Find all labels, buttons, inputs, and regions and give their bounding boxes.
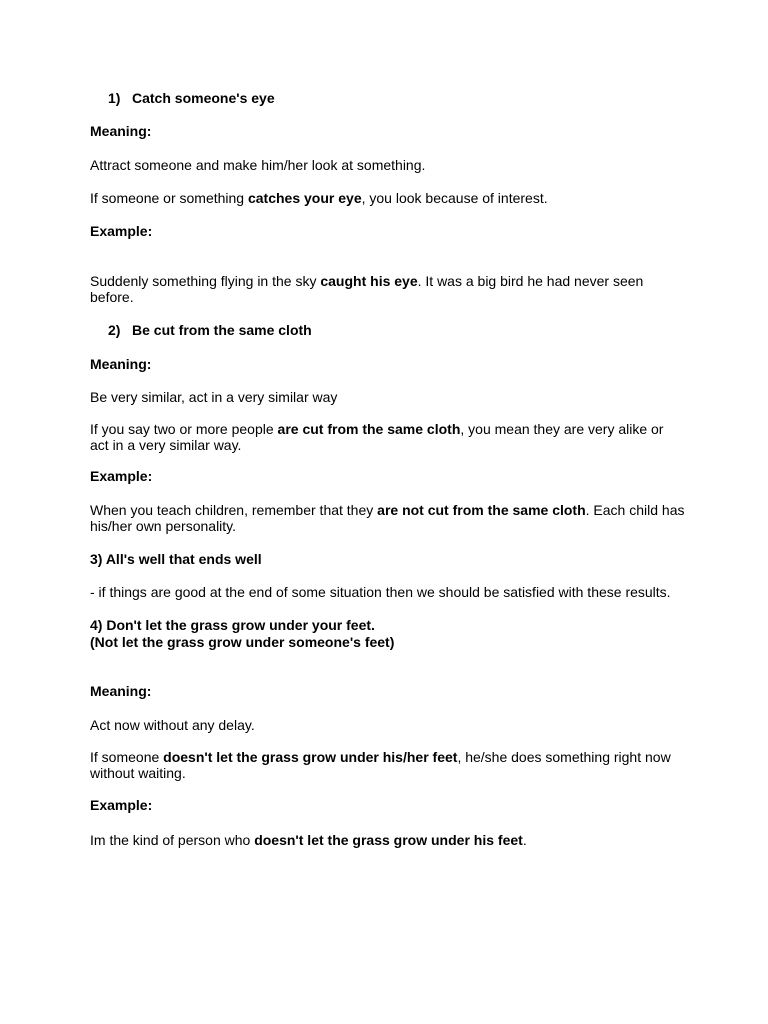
idiom-1-example-phrase: caught his eye [320, 273, 418, 289]
idiom-2-explanation-phrase: are cut from the same cloth [277, 421, 461, 437]
idiom-2-example-pre: When you teach children, remember that they [90, 502, 378, 518]
idiom-4-explanation-post: , he/she does something right now without waiting. [90, 749, 671, 781]
idiom-1-example-post: . It was a big bird he had never seen before. [90, 273, 644, 305]
idiom-2-example-label: Example: [90, 468, 153, 484]
idiom-1-explanation [90, 190, 690, 206]
idiom-4-example-post: . [522, 832, 527, 848]
idiom-1-heading [108, 90, 708, 106]
idiom-3-meaning: - if things are good at the end of some situation then we should be satisfied with these results. [90, 584, 671, 600]
idiom-1-meaning-label: Meaning: [90, 123, 152, 139]
idiom-4-meaning: Act now without any delay. [90, 717, 255, 733]
idiom-4-meaning-label: Meaning: [90, 683, 152, 699]
idiom-2-example-post: . Each child has his/her own personality. [90, 502, 685, 534]
idiom-1-example-label: Example: [90, 223, 153, 239]
idiom-2-explanation-pre: If you say two or more people [90, 421, 278, 437]
idiom-1-explanation-phrase: catches your eye [247, 190, 362, 206]
idiom-4-example [90, 832, 690, 848]
idiom-4-explanation-phrase: doesn't let the grass grow under his/her feet [163, 749, 458, 765]
idiom-2-meaning: Be very similar, act in a very similar way [90, 389, 338, 405]
idiom-1-number: 1) [108, 90, 121, 106]
idiom-2-explanation [90, 421, 670, 453]
idiom-2-title: Be cut from the same cloth [132, 322, 312, 338]
idiom-2-explanation-post: , you mean they are very alike or act in a very similar way. [90, 421, 664, 453]
idiom-4-example-phrase: doesn't let the grass grow under his feet [254, 832, 523, 848]
idiom-1-title: Catch someone's eye [132, 90, 275, 106]
idiom-2-number: 2) [108, 322, 121, 338]
idiom-2-meaning-label: Meaning: [90, 356, 152, 372]
idiom-2-example [90, 502, 690, 534]
idiom-2-heading [108, 322, 708, 338]
idiom-1-example [90, 273, 650, 305]
idiom-1-meaning: Attract someone and make him/her look at something. [90, 157, 426, 173]
idiom-1-explanation-pre: If someone or something [90, 190, 248, 206]
idiom-2-example-phrase: are not cut from the same cloth [377, 502, 586, 518]
idiom-4-explanation [90, 749, 680, 781]
idiom-1-example-pre: Suddenly something flying in the sky [90, 273, 321, 289]
idiom-4-subheading: (Not let the grass grow under someone's feet) [90, 634, 395, 650]
idiom-3-heading: 3) All's well that ends well [90, 551, 262, 567]
idiom-4-heading: 4) Don't let the grass grow under your feet. [90, 617, 375, 633]
idiom-1-explanation-post: , you look because of interest. [361, 190, 548, 206]
idiom-4-example-label: Example: [90, 797, 153, 813]
idiom-4-example-pre: Im the kind of person who [90, 832, 255, 848]
idiom-4-explanation-pre: If someone [90, 749, 164, 765]
